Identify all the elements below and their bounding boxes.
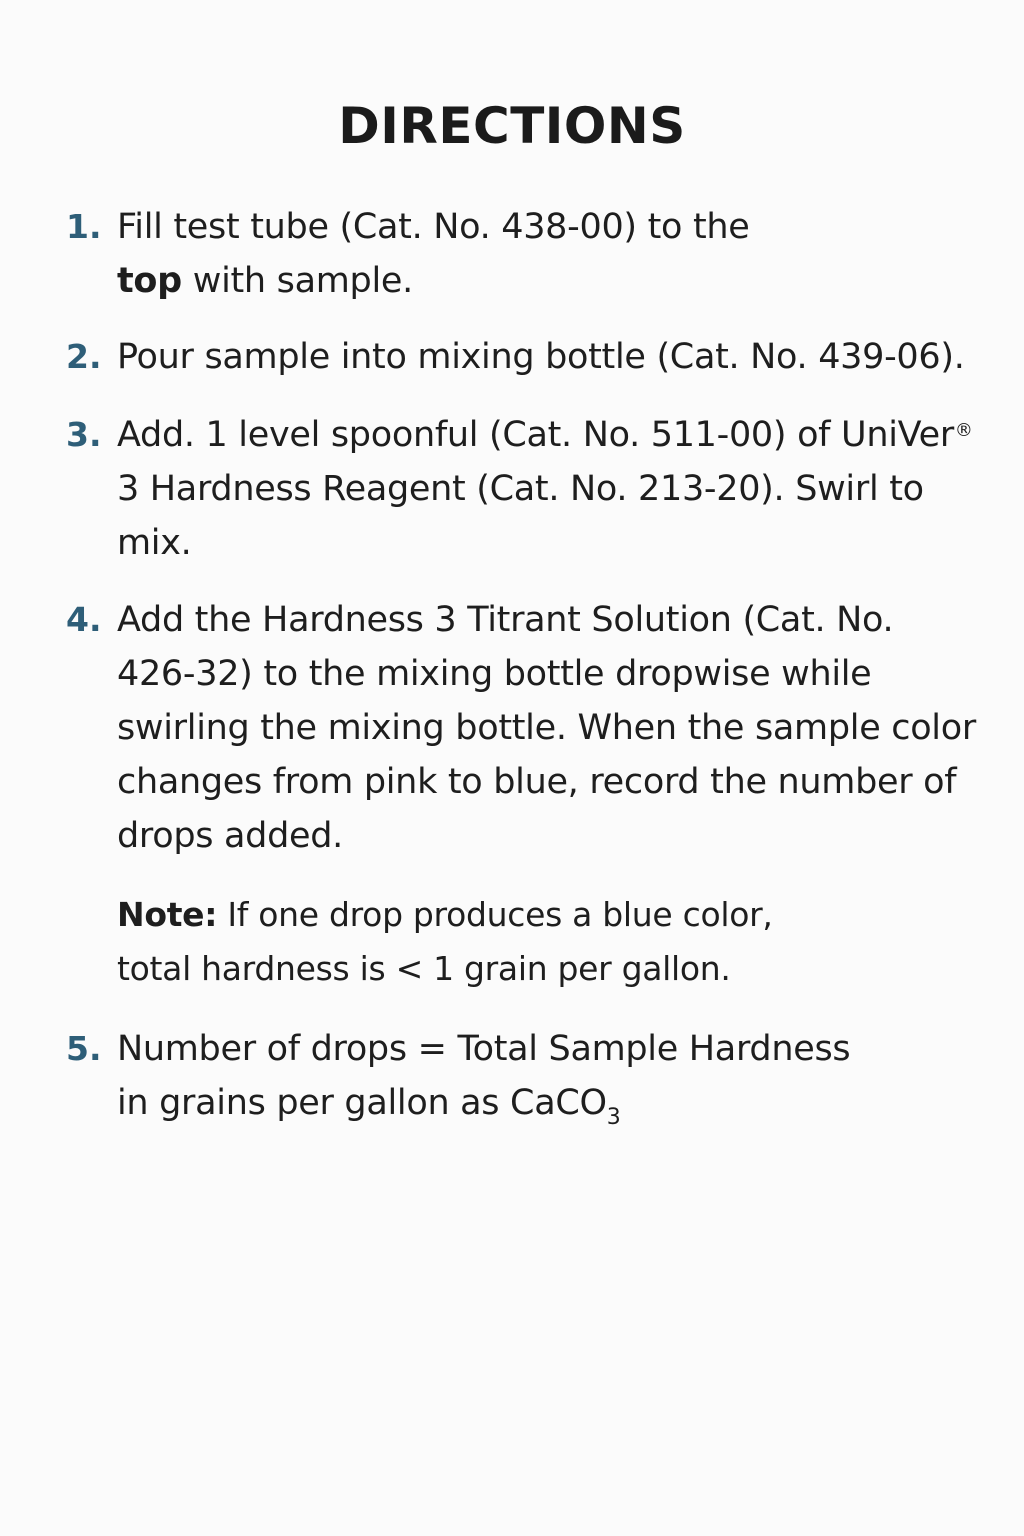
step-line: changes from pink to blue, record the number of (117, 762, 957, 802)
step-line: swirling the mixing bottle. When the sample color (117, 708, 976, 748)
step-number: 2. (66, 337, 102, 376)
step-2 (66, 330, 986, 386)
step-text (117, 1022, 977, 1135)
step-number: 3. (66, 415, 102, 454)
step-line-main: Add. 1 level spoonful (Cat. No. 511-00) of UniVer (117, 415, 954, 455)
step-number: 1. (66, 207, 102, 246)
registered-mark: ® (954, 420, 973, 441)
step-line: Fill test tube (Cat. No. 438-00) to the (117, 207, 750, 247)
subscript-three: 3 (606, 1105, 621, 1130)
step-5 (66, 1022, 986, 1134)
step-line-rest: with sample. (181, 261, 413, 301)
step-line: Number of drops = Total Sample Hardness (117, 1029, 851, 1069)
page-title: DIRECTIONS (338, 97, 686, 155)
step-line (117, 254, 977, 308)
step-line-main: in grains per gallon as CaCO (117, 1083, 607, 1123)
step-text (117, 200, 977, 308)
step-line (117, 1076, 977, 1135)
step-line: 3 Hardness Reagent (Cat. No. 213-20). Swirl to (117, 469, 924, 509)
step-line: mix. (117, 523, 192, 563)
note-label: Note: (117, 895, 218, 934)
step-line: Add the Hardness 3 Titrant Solution (Cat. No. (117, 600, 894, 640)
emphasis-top: top (117, 261, 182, 301)
note-line: total hardness is < 1 grain per gallon. (117, 949, 731, 988)
step-number: 5. (66, 1029, 102, 1068)
step-line: Pour sample into mixing bottle (Cat. No. 439-06). (117, 337, 965, 377)
note-line (117, 888, 977, 942)
step-1 (66, 200, 986, 310)
step-text (117, 330, 977, 384)
step-line: 426-32) to the mixing bottle dropwise while (117, 654, 872, 694)
note-block (117, 888, 977, 996)
note-text: If one drop produces a blue color, (217, 895, 773, 934)
step-text (117, 593, 977, 863)
step-line (117, 408, 977, 462)
step-3 (66, 408, 986, 573)
step-number: 4. (66, 600, 102, 639)
step-4 (66, 593, 986, 865)
step-text (117, 408, 977, 570)
step-line: drops added. (117, 816, 343, 856)
